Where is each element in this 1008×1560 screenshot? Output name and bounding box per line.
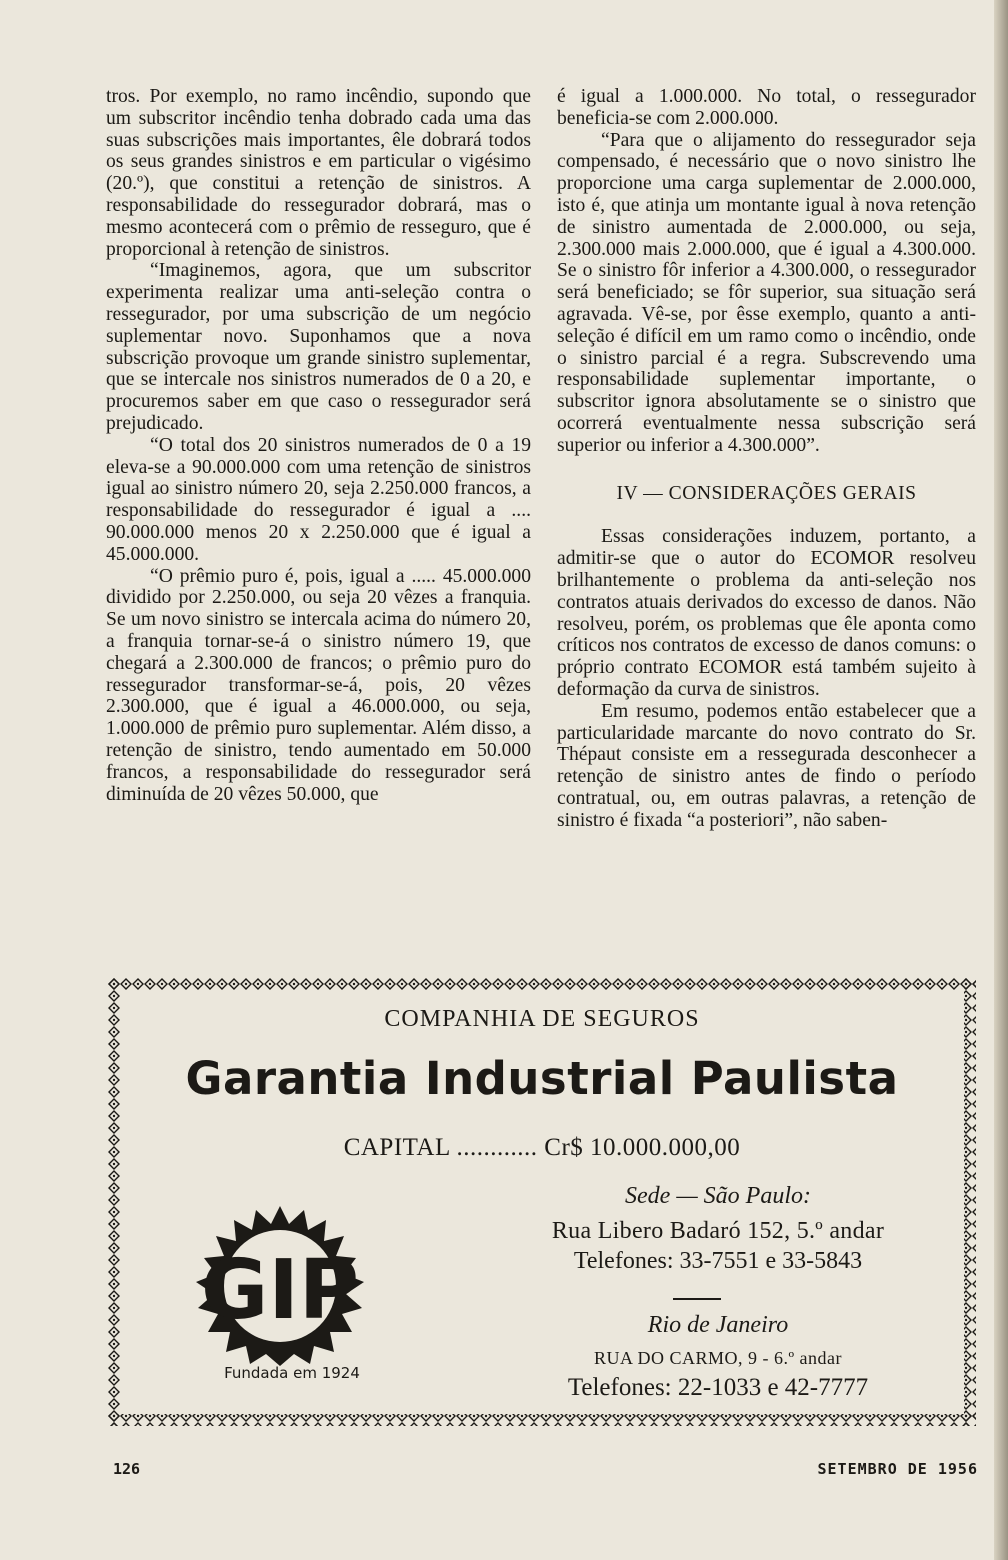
ad-address-rio: RUA DO CARMO, 9 - 6.º andar: [593, 1348, 843, 1368]
gip-logo: [176, 1198, 384, 1368]
ad-pre-title: COMPANHIA DE SEGUROS: [384, 1006, 700, 1032]
paragraph: “O total dos 20 sinistros numerados de 0 a 19 eleva-se a 90.000.000 com uma retenção de sinistros igual ao sinistro número 20, seja 2.250.000 francos, a responsabilidade do ressegurador é igual a .... 90.000.000 menos 20 x 2.250.000 que é igual a 45.000.000.: [106, 434, 531, 565]
ad-city-rio: Rio de Janeiro: [647, 1312, 789, 1338]
advertisement: [108, 978, 976, 1426]
paragraph: “O prêmio puro é, pois, igual a ..... 45.000.000 dividido por 2.250.000, ou seja 20 vêzes a franquia. Se um novo sinistro se intercala acima do número 20, a franquia tornar-se-á o sinistro número 19, que chegará a 2.300.000 de francos; o prêmio puro do ressegurador transformar-se-á, pois, 20 vêzes 2.300.000, que é igual a 46.000.000, ou seja, 1.000.000 de prêmio puro suplementar. Além disso, a retenção de sinistro, tendo aumentado em 50.000 francos, a responsabilidade do ressegurador será diminuída de 20 vêzes 50.000, que: [106, 565, 531, 805]
paragraph: “Imaginemos, agora, que um subscritor experimenta realizar uma anti-seleção contra o ressegurador, por uma subscrição de um negócio suplementar novo. Suponhamos que a nova subscrição provoque um grande sinistro suplementar, que se intercale nos sinistros numerados de 0 a 20, e procuremos saber em que caso o ressegurador será prejudicado.: [106, 260, 531, 434]
ad-founded: Fundada em 1924: [224, 1364, 360, 1382]
paragraph: “Para que o alijamento do ressegurador seja compensado, é necessário que o novo sinistro lhe proporcione uma carga suplementar de 2.000.000, isto é, que atinja um montante igual à nova retenção de sinistro aumentada de 2.000.000, ou seja, 2.300.000 mais 2.000.000, que é igual a 4.300.000. Se o sinistro fôr inferior a 4.300.000, o ressegurador será beneficiado; se fôr superior, sua situação será agravada. Vê-se, por êsse exemplo, quanto a anti-seleção é difícil em um ramo como o incêndio, onde o sinistro parcial é a regra. Subscrevendo uma responsabilidade suplementar importante, o subscritor ignora absolutamente se o sinistro que ocorrerá eventualmente nessa subscrição será superior ou inferior a 4.300.000”.: [557, 129, 976, 456]
page-number: 126: [113, 1460, 141, 1478]
page-edge: [994, 0, 1008, 1560]
ad-address-sao-paulo: Rua Libero Badaró 152, 5.º andar: [551, 1218, 885, 1244]
paragraph: Em resumo, podemos então estabelecer que a particularidade marcante do novo contrato do Sr. Thépaut consiste em a resseguradа desconhecer a retenção de sinistro antes de findo o período contratual, ou, em outras palavras, a retenção de sinistro é fixada “a posteriori”, não saben-: [557, 700, 976, 831]
paragraph: Essas considerações induzem, portanto, a admitir-se que o autor do ECOMOR resolveu brilhantemente o problema da anti-seleção nos contratos atuais derivados do excesso de danos. Não resolveu, porém, os problemas que êle aponta como críticos nos contratos de excesso de danos comuns: o próprio contrato ECOMOR está também sujeito à deformação da curva de sinistros.: [557, 526, 976, 700]
paragraph: é igual a 1.000.000. No total, o ressegurador beneficia-se com 2.000.000.: [557, 86, 976, 129]
ad-sede: Sede — São Paulo:: [625, 1183, 811, 1209]
ad-divider: [673, 1298, 721, 1300]
right-column: [557, 86, 976, 832]
ad-phones-sao-paulo: Telefones: 33-7551 e 33-5843: [573, 1248, 863, 1274]
paragraph: tros. Por exemplo, no ramo incêndio, supondo que um subscritor incêndio tenha dobrado cada uma das suas subscrições mais importantes, êle dobrará todos os seus grandes sinistros e em particular o vigésimo (20.º), que constitui a retenção de sinistros. A responsabilidade do ressegurador dobrará, mas o mesmo acontecerá com o prêmio de resseguro, que é proporcional à retenção de sinistros.: [106, 86, 531, 260]
ad-company-name: Garantia Industrial Paulista: [185, 1052, 899, 1105]
ad-phones-rio: Telefones: 22-1033 e 42-7777: [567, 1374, 869, 1401]
section-heading: IV — CONSIDERAÇÕES GERAIS: [616, 482, 917, 504]
issue-date: SETEMBRO DE 1956: [817, 1460, 978, 1478]
logo-text: GIP: [201, 1243, 359, 1338]
left-column: [106, 86, 531, 805]
ad-capital: CAPITAL ............ Cr$ 10.000.000,00: [343, 1134, 741, 1161]
